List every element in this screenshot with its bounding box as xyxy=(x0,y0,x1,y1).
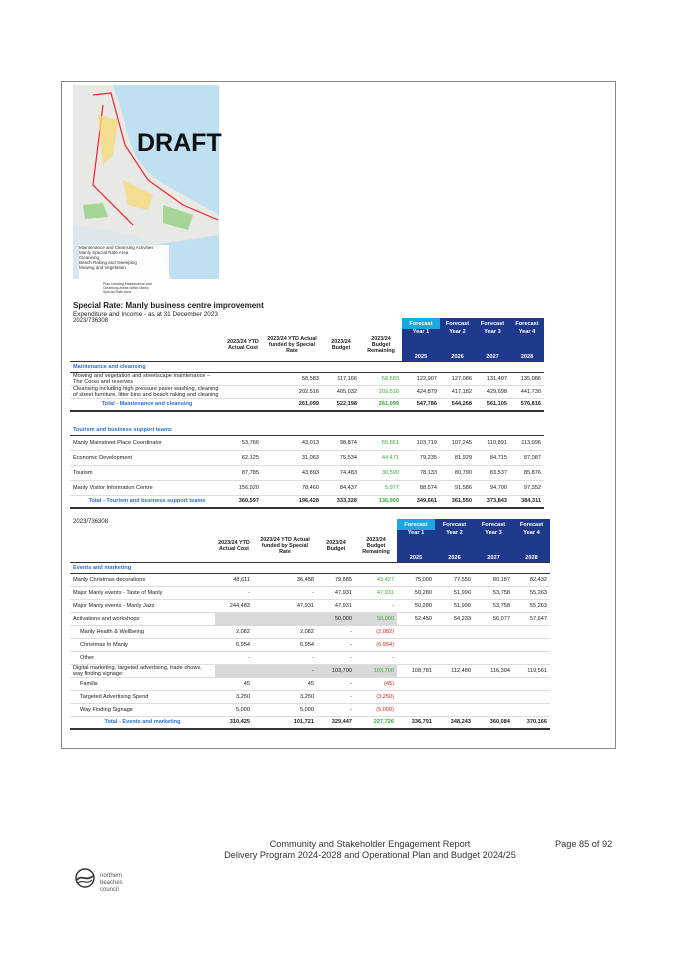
cell-y4: 97,352 xyxy=(510,481,544,496)
map-legend-item: Manly Special Rate Area xyxy=(79,250,129,255)
cell-y1 xyxy=(397,626,435,639)
table-row xyxy=(70,600,550,613)
table-row xyxy=(70,436,544,451)
year-label: Year 4 xyxy=(523,530,540,536)
cell-c3: 79,885 xyxy=(317,574,355,587)
cell-y2: 544,268 xyxy=(440,399,475,411)
map-legend xyxy=(79,245,154,270)
map-legend-title: Maintenance and Cleansing Activities xyxy=(79,245,154,250)
col-year3 xyxy=(474,530,513,563)
cell-y2: 91,586 xyxy=(440,481,475,496)
table-row xyxy=(70,574,550,587)
cell-y1 xyxy=(397,691,435,704)
cell-y3: 373,843 xyxy=(475,496,510,508)
cell-y1: 424,879 xyxy=(402,386,440,399)
cell-y1: 52,450 xyxy=(397,613,435,626)
year-number: 2028 xyxy=(525,555,538,561)
cell-y4: 441,730 xyxy=(510,386,544,399)
row-label: Economic Development xyxy=(70,451,224,466)
cell-y1: 349,661 xyxy=(402,496,440,508)
cell-y2 xyxy=(435,626,474,639)
cell-y3: 53,758 xyxy=(474,587,513,600)
row-label: Total - Events and marketing xyxy=(70,717,215,729)
cell-y1: 50,280 xyxy=(397,587,435,600)
col-year2 xyxy=(440,329,475,362)
forecast-header: Forecast xyxy=(474,519,513,530)
cell-c1 xyxy=(215,613,253,626)
cell-c4: - xyxy=(355,652,397,665)
row-label: Manly Health & Wellbeing xyxy=(70,626,215,639)
col-ytd-funded: 2023/24 YTD Actual funded by Special Rate xyxy=(262,329,322,362)
row-label: Manly Mainstreet Place Coordinator xyxy=(70,436,224,451)
row-label: Manly Christmas decorations xyxy=(70,574,215,587)
table-row xyxy=(70,466,544,481)
table-row xyxy=(70,373,544,386)
cell-c3: 329,447 xyxy=(317,717,355,729)
cell-y4: 370,166 xyxy=(513,717,550,729)
table-maintenance-tourism xyxy=(70,318,544,509)
map-legend-item: Mowing and Vegetation xyxy=(79,265,126,270)
cell-y3: 84,715 xyxy=(475,451,510,466)
cell-c2: 101,721 xyxy=(253,717,317,729)
cell-c4: 103,700 xyxy=(355,665,397,678)
row-label: Mowing and vegetation and streetscape maintenance – The Corso and reserves xyxy=(70,373,224,386)
col-ytd-funded: 2023/24 YTD Actual funded by Special Rate xyxy=(253,530,317,563)
cell-y4: 576,816 xyxy=(510,399,544,411)
year-number: 2026 xyxy=(448,555,461,561)
cell-c2: 58,583 xyxy=(262,373,322,386)
cell-c3: 117,166 xyxy=(322,373,360,386)
cell-c4: 43,427 xyxy=(355,574,397,587)
table-row xyxy=(70,386,544,399)
forecast-header: Forecast xyxy=(440,318,475,329)
cell-c4: - xyxy=(355,600,397,613)
cell-y2: 107,245 xyxy=(440,436,475,451)
page-title: Special Rate: Manly business centre improvement xyxy=(73,301,264,310)
total-row xyxy=(70,496,544,508)
table-row xyxy=(70,613,550,626)
col-budget: 2023/24 Budget xyxy=(322,329,360,362)
cell-c2: 47,931 xyxy=(253,600,317,613)
cell-c4: (6,954) xyxy=(355,639,397,652)
map-legend-item: Beach Raking and Sweeping xyxy=(79,260,137,265)
cell-y1: 108,781 xyxy=(397,665,435,678)
cell-c3: - xyxy=(317,626,355,639)
row-label: Other xyxy=(70,652,215,665)
table-row xyxy=(70,626,550,639)
row-label: Total - Maintenance and cleansing xyxy=(70,399,224,411)
cell-c1: 5,000 xyxy=(215,704,253,717)
cell-c4: 202,516 xyxy=(360,386,402,399)
cell-c1: 156,920 xyxy=(224,481,262,496)
cell-y2: 51,990 xyxy=(435,600,474,613)
table-row xyxy=(70,587,550,600)
year-number: 2025 xyxy=(414,354,428,360)
cell-y2: 112,480 xyxy=(435,665,474,678)
map-caption: Plan showing Maintenance and Cleansing Areas within Manly Special Rate Area xyxy=(103,282,152,294)
cell-c4: 50,000 xyxy=(355,613,397,626)
cell-y1 xyxy=(397,704,435,717)
row-label: Tourism xyxy=(70,466,224,481)
cell-y3 xyxy=(474,678,513,691)
cell-c4: 44,471 xyxy=(360,451,402,466)
cell-y4 xyxy=(513,652,550,665)
row-label: Major Manly events - Taste of Manly xyxy=(70,587,215,600)
cell-c4: 5,977 xyxy=(360,481,402,496)
cell-y3: 429,698 xyxy=(475,386,510,399)
cell-c3: - xyxy=(317,691,355,704)
cell-c1 xyxy=(224,373,262,386)
cell-y2 xyxy=(435,678,474,691)
col-budget-remaining: 2023/24 Budget Remaining xyxy=(360,329,402,362)
cell-y3: 53,758 xyxy=(474,600,513,613)
year-number: 2028 xyxy=(520,354,534,360)
year-number: 2027 xyxy=(487,555,500,561)
site-map xyxy=(73,85,219,299)
cell-y2: 54,233 xyxy=(435,613,474,626)
cell-y4: 57,647 xyxy=(513,613,550,626)
row-label: Manly Visitor Information Centre xyxy=(70,481,224,496)
cell-y4: 113,996 xyxy=(510,436,544,451)
cell-c4: 30,590 xyxy=(360,466,402,481)
cell-y2: 77,550 xyxy=(435,574,474,587)
col-year4 xyxy=(510,329,544,362)
cell-c2: 2,082 xyxy=(253,626,317,639)
cell-c2: - xyxy=(253,665,317,678)
cell-c2: 43,013 xyxy=(262,436,322,451)
cell-y2: 81,929 xyxy=(440,451,475,466)
cell-y1: 122,907 xyxy=(402,373,440,386)
cell-y4 xyxy=(513,639,550,652)
cell-c3: - xyxy=(317,678,355,691)
cell-y3: 561,105 xyxy=(475,399,510,411)
cell-c2: 31,063 xyxy=(262,451,322,466)
cell-c3: 75,534 xyxy=(322,451,360,466)
col-budget-remaining: 2023/24 Budget Remaining xyxy=(355,530,397,563)
section-title: Tourism and business support teams xyxy=(70,425,544,436)
cell-y2 xyxy=(435,691,474,704)
cell-y2: 348,243 xyxy=(435,717,474,729)
row-label: Familis xyxy=(70,678,215,691)
cell-y4: 384,311 xyxy=(510,496,544,508)
cell-c2: 202,516 xyxy=(262,386,322,399)
cell-y4: 135,086 xyxy=(510,373,544,386)
table-row xyxy=(70,678,550,691)
cell-y4 xyxy=(513,691,550,704)
reference-number: 2023/736308 xyxy=(73,318,109,324)
table-events-marketing xyxy=(70,519,550,730)
table-row xyxy=(70,639,550,652)
row-label: Digital marketing, targeted advertising, trade shows, way finding signage: xyxy=(70,665,215,678)
cell-c3: 103,700 xyxy=(317,665,355,678)
cell-y1 xyxy=(397,639,435,652)
cell-c2: 261,099 xyxy=(262,399,322,411)
cell-c3: 98,874 xyxy=(322,436,360,451)
reference-number-2: 2023/736308 xyxy=(73,519,109,525)
cell-c1: 3,250 xyxy=(215,691,253,704)
cell-y2: 127,086 xyxy=(440,373,475,386)
cell-c1: - xyxy=(215,587,253,600)
cell-c4: (3,250) xyxy=(355,691,397,704)
row-label: Activations and workshops: xyxy=(70,613,215,626)
year-label: Year 1 xyxy=(407,530,425,536)
cell-c2: 45 xyxy=(253,678,317,691)
col-budget: 2023/24 Budget xyxy=(317,530,355,563)
footer-line1: Community and Stakeholder Engagement Report xyxy=(269,839,471,849)
cell-c4: (2,082) xyxy=(355,626,397,639)
row-label: Way Finding Signage xyxy=(70,704,215,717)
cell-c2: 78,460 xyxy=(262,481,322,496)
total-row xyxy=(70,399,544,411)
cell-y3: 56,077 xyxy=(474,613,513,626)
cell-y2 xyxy=(435,704,474,717)
cell-c1: 45 xyxy=(215,678,253,691)
page-number: Page 85 of 92 xyxy=(555,839,613,849)
cell-c2 xyxy=(253,613,317,626)
cell-c3: 84,437 xyxy=(322,481,360,496)
cell-y4: 82,432 xyxy=(513,574,550,587)
forecast-header: Forecast xyxy=(435,519,474,530)
year-label: Year 3 xyxy=(484,329,501,335)
section-heading xyxy=(70,362,544,373)
cell-y3: 131,407 xyxy=(475,373,510,386)
cell-y4: 119,561 xyxy=(513,665,550,678)
cell-y2 xyxy=(435,652,474,665)
cell-c3: 47,931 xyxy=(317,600,355,613)
forecast-header: Forecast xyxy=(513,519,550,530)
cell-y3: 80,187 xyxy=(474,574,513,587)
cell-y1: 547,786 xyxy=(402,399,440,411)
cell-c3: 74,483 xyxy=(322,466,360,481)
row-label: Total - Tourism and business support teams xyxy=(70,496,224,508)
cell-c3: 50,000 xyxy=(317,613,355,626)
cell-y4: 85,876 xyxy=(510,466,544,481)
spacer-row xyxy=(70,411,544,425)
table-row xyxy=(70,704,550,717)
cell-c1: 310,425 xyxy=(215,717,253,729)
col-year4 xyxy=(513,530,550,563)
footer-line2: Delivery Program 2024-2028 and Operational Plan and Budget 2024/25 xyxy=(224,850,516,860)
cell-c3: - xyxy=(317,652,355,665)
cell-y1: 75,000 xyxy=(397,574,435,587)
year-number: 2027 xyxy=(486,354,499,360)
cell-y4 xyxy=(513,704,550,717)
cell-c1: 53,766 xyxy=(224,436,262,451)
year-number: 2025 xyxy=(409,555,423,561)
col-ytd-actual: 2023/24 YTD Actual Cost xyxy=(215,530,253,563)
cell-y3: 83,537 xyxy=(475,466,510,481)
forecast-header: Forecast xyxy=(510,318,544,329)
cell-y3 xyxy=(474,652,513,665)
cell-c4: 261,099 xyxy=(360,399,402,411)
cell-c1: 87,785 xyxy=(224,466,262,481)
row-label: Targeted Advertising Spend xyxy=(70,691,215,704)
cell-y1 xyxy=(397,678,435,691)
year-label: Year 1 xyxy=(412,329,430,335)
year-label: Year 3 xyxy=(485,530,502,536)
cell-c2: 3,250 xyxy=(253,691,317,704)
cell-y1: 78,133 xyxy=(402,466,440,481)
cell-c3: 333,328 xyxy=(322,496,360,508)
cell-y3 xyxy=(474,626,513,639)
cell-y4: 87,087 xyxy=(510,451,544,466)
cell-c1 xyxy=(224,399,262,411)
section-heading xyxy=(70,563,550,574)
cell-y1: 336,791 xyxy=(397,717,435,729)
cell-y2 xyxy=(435,639,474,652)
total-row xyxy=(70,717,550,729)
cell-y2: 417,182 xyxy=(440,386,475,399)
cell-y2: 80,790 xyxy=(440,466,475,481)
section-title: Events and marketing xyxy=(70,563,550,574)
year-label: Year 4 xyxy=(518,329,536,335)
cell-y3: 110,891 xyxy=(475,436,510,451)
footer-text xyxy=(200,839,540,861)
cell-c2: 36,458 xyxy=(253,574,317,587)
col-ytd-actual: 2023/24 YTD Actual Cost xyxy=(224,329,262,362)
cell-y3: 360,084 xyxy=(474,717,513,729)
col-year2 xyxy=(435,530,474,563)
cell-c2: - xyxy=(253,652,317,665)
table-row xyxy=(70,652,550,665)
cell-c2: 196,428 xyxy=(262,496,322,508)
council-logo-icon xyxy=(72,868,98,893)
table-row xyxy=(70,481,544,496)
cell-c4: (45) xyxy=(355,678,397,691)
cell-c2: 6,954 xyxy=(253,639,317,652)
cell-c3: 405,032 xyxy=(322,386,360,399)
cell-c2: 5,000 xyxy=(253,704,317,717)
cell-c1 xyxy=(215,665,253,678)
cell-y4: 55,263 xyxy=(513,587,550,600)
cell-y2: 361,550 xyxy=(440,496,475,508)
cell-c4: 58,583 xyxy=(360,373,402,386)
year-label: Year 2 xyxy=(446,530,463,536)
cell-c2: - xyxy=(253,587,317,600)
cell-c1: 244,483 xyxy=(215,600,253,613)
map-legend-item: Cleansing xyxy=(79,255,100,260)
cell-c1 xyxy=(224,386,262,399)
cell-c4: 136,900 xyxy=(360,496,402,508)
row-label: Cleansing including high pressure paver washing, cleaning of street furniture, litter bins and beach raking and cleaning xyxy=(70,386,224,399)
cell-y1: 88,574 xyxy=(402,481,440,496)
col-year3 xyxy=(475,329,510,362)
council-logo-text: northern beaches council xyxy=(100,873,123,893)
section-heading xyxy=(70,425,544,436)
cell-c3: 47,931 xyxy=(317,587,355,600)
table-row xyxy=(70,451,544,466)
cell-c4: (5,000) xyxy=(355,704,397,717)
forecast-header: Forecast xyxy=(402,318,440,329)
draft-watermark: DRAFT xyxy=(137,129,222,157)
cell-y1: 79,235 xyxy=(402,451,440,466)
cell-c1: - xyxy=(215,652,253,665)
cell-c1: 48,611 xyxy=(215,574,253,587)
row-label: Christmas In Manly xyxy=(70,639,215,652)
cell-c2: 43,893 xyxy=(262,466,322,481)
col-year1 xyxy=(402,329,440,362)
cell-y3 xyxy=(474,704,513,717)
year-number: 2026 xyxy=(451,354,464,360)
cell-y3: 94,700 xyxy=(475,481,510,496)
cell-c1: 360,597 xyxy=(224,496,262,508)
cell-c1: 2,082 xyxy=(215,626,253,639)
cell-c1: 62,125 xyxy=(224,451,262,466)
cell-y3 xyxy=(474,691,513,704)
cell-y4 xyxy=(513,678,550,691)
table-row xyxy=(70,691,550,704)
row-label: Major Manly events - Manly Jazz xyxy=(70,600,215,613)
cell-y1: 50,280 xyxy=(397,600,435,613)
cell-c3: - xyxy=(317,639,355,652)
cell-y3: 116,304 xyxy=(474,665,513,678)
table-row xyxy=(70,665,550,678)
forecast-header: Forecast xyxy=(475,318,510,329)
cell-y1 xyxy=(397,652,435,665)
cell-y1: 103,719 xyxy=(402,436,440,451)
cell-y3 xyxy=(474,639,513,652)
cell-y4: 55,263 xyxy=(513,600,550,613)
cell-y2: 51,990 xyxy=(435,587,474,600)
page-subtitle: Expenditure and Income - as at 31 December 2023 xyxy=(73,311,218,318)
cell-c1: 6,954 xyxy=(215,639,253,652)
cell-c3: 522,198 xyxy=(322,399,360,411)
col-year1 xyxy=(397,530,435,563)
cell-y4 xyxy=(513,626,550,639)
cell-c4: 227,726 xyxy=(355,717,397,729)
section-title: Maintenance and cleansing xyxy=(70,362,544,373)
cell-c4: 55,861 xyxy=(360,436,402,451)
cell-c3: - xyxy=(317,704,355,717)
forecast-header: Forecast xyxy=(397,519,435,530)
cell-c4: 47,931 xyxy=(355,587,397,600)
year-label: Year 2 xyxy=(449,329,466,335)
